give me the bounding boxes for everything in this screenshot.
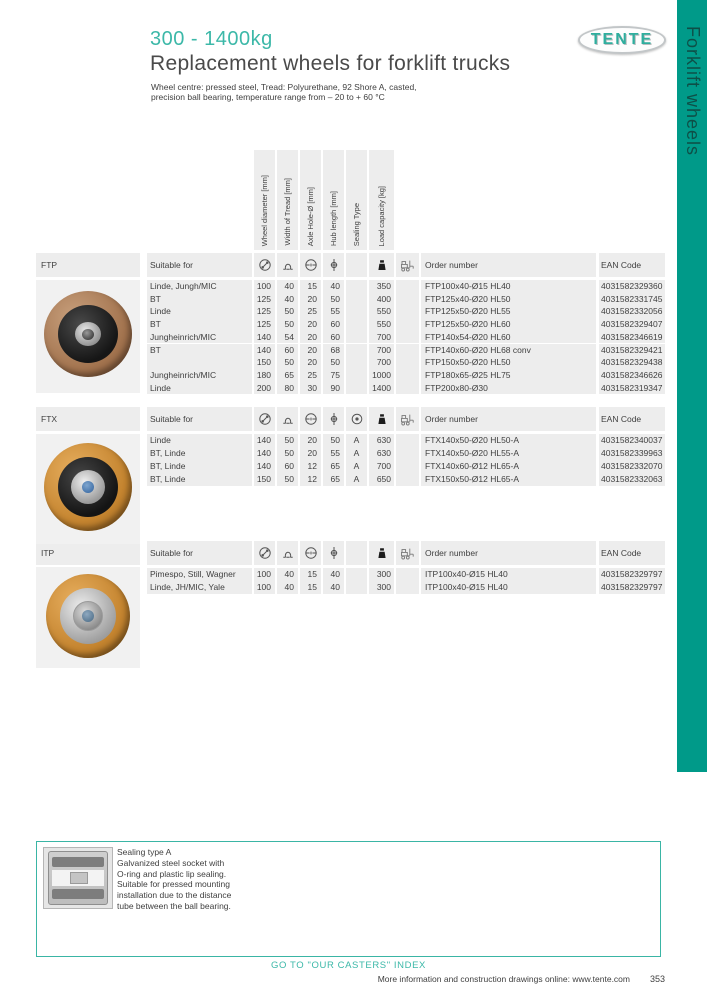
forklift-column-cell — [396, 568, 419, 581]
axle-hole-value: 12 — [300, 473, 321, 486]
sealing-type-value — [346, 318, 367, 331]
load-capacity-value: 400 — [369, 293, 394, 306]
sealing-type-value — [346, 293, 367, 306]
forklift-icon — [396, 541, 419, 565]
hub-length-icon — [323, 407, 344, 431]
tread-width-value: 50 — [277, 447, 298, 460]
load-capacity-value: 350 — [369, 280, 394, 293]
wheel-diameter-value: 140 — [254, 447, 275, 460]
tread-width-icon — [277, 407, 298, 431]
column-header-label: Wheel diameter [mm] — [260, 174, 269, 246]
wheel-diameter-value: 140 — [254, 344, 275, 357]
axle-hole-value: 12 — [300, 460, 321, 473]
tread-width-value: 40 — [277, 280, 298, 293]
table-row — [147, 293, 665, 306]
subtitle-line-1: Wheel centre: pressed steel, Tread: Polyurethane, 92 Shore A, casted, — [151, 82, 417, 92]
suitable-for-value: Linde — [147, 434, 252, 447]
table-row — [147, 473, 665, 486]
column-header-strip — [254, 150, 275, 250]
load-capacity-icon — [369, 253, 394, 277]
wheel-diameter-value: 125 — [254, 305, 275, 318]
sealing-type-value — [346, 382, 367, 395]
ftp-wheel-axle — [82, 329, 94, 340]
axle-hole-value: 20 — [300, 331, 321, 344]
ean-code-value: 4031582329407 — [599, 318, 665, 331]
forklift-column-cell — [396, 473, 419, 486]
order-number-header: Order number — [421, 253, 596, 277]
suitable-for-value: Jungheinrich/MIC — [147, 331, 252, 344]
suitable-for-value: Linde, JH/MIC, Yale — [147, 581, 252, 594]
page-number: 353 — [649, 974, 665, 984]
sealing-type-value — [346, 280, 367, 293]
page-subtitle — [151, 82, 417, 102]
axle-hole-icon — [300, 541, 321, 565]
suitable-for-value: Linde — [147, 382, 252, 395]
sealing-type-value — [346, 305, 367, 318]
table-row — [147, 356, 665, 369]
order-number-header: Order number — [421, 407, 596, 431]
sealing-type-value: A — [346, 460, 367, 473]
section-header-ftp — [36, 253, 665, 277]
capacity-range-heading: 300 - 1400kg — [150, 28, 273, 50]
sealing-photo-band-bottom — [52, 889, 104, 899]
order-number-value: FTX140x50-Ø20 HL50-A — [421, 434, 596, 447]
order-number-value: ITP100x40-Ø15 HL40 — [421, 581, 596, 594]
hub-length-value: 60 — [323, 318, 344, 331]
ean-code-value: 4031582332070 — [599, 460, 665, 473]
ean-code-value: 4031582331745 — [599, 293, 665, 306]
order-number-value: FTP100x40-Ø15 HL40 — [421, 280, 596, 293]
hub-length-value: 65 — [323, 473, 344, 486]
hub-length-value: 90 — [323, 382, 344, 395]
wheel-diameter-icon — [254, 541, 275, 565]
forklift-column-cell — [396, 356, 419, 369]
sealing-photo-band-top — [52, 857, 104, 867]
tente-logo — [578, 26, 666, 54]
ftx-wheel-axle — [82, 481, 94, 493]
ean-code-value: 4031582339963 — [599, 447, 665, 460]
ftp-wheel-photo — [36, 280, 140, 393]
suitable-for-value: Jungheinrich/MIC — [147, 369, 252, 382]
section-header-ftx — [36, 407, 665, 431]
ean-code-value: 4031582319347 — [599, 382, 665, 395]
forklift-column-cell — [396, 318, 419, 331]
tente-logo-text: TENTE — [590, 31, 654, 48]
ean-code-value: 4031582346626 — [599, 369, 665, 382]
ean-code-value: 4031582329360 — [599, 280, 665, 293]
subtitle-line-2: precision ball bearing, temperature range from – 20 to + 60 °C — [151, 92, 385, 102]
wheel-diameter-value: 140 — [254, 434, 275, 447]
wheel-diameter-value: 125 — [254, 293, 275, 306]
axle-hole-icon — [300, 407, 321, 431]
sidebar-tab-label: Forklift wheels — [683, 26, 703, 157]
forklift-column-cell — [396, 581, 419, 594]
load-capacity-value: 550 — [369, 305, 394, 318]
sealing-note-body: Galvanized steel socket with O-ring and plastic lip sealing. Suitable for pressed mounting installation due to the distance tube between the ball bearing. — [117, 857, 232, 911]
wheel-diameter-value: 140 — [254, 331, 275, 344]
table-row — [147, 434, 665, 447]
load-capacity-value: 550 — [369, 318, 394, 331]
suitable-for-value: BT — [147, 293, 252, 306]
load-capacity-icon — [369, 407, 394, 431]
column-header-label: Hub length [mm] — [329, 190, 338, 246]
order-number-value: FTP125x50-Ø20 HL55 — [421, 305, 596, 318]
footer-info: More information and construction drawings online: www.tente.com — [377, 974, 630, 984]
section-code: FTP — [36, 253, 140, 277]
axle-hole-value: 15 — [300, 280, 321, 293]
hub-length-value: 50 — [323, 434, 344, 447]
load-capacity-value: 300 — [369, 568, 394, 581]
order-number-header: Order number — [421, 541, 596, 565]
suitable-for-value: BT — [147, 318, 252, 331]
tread-width-value: 50 — [277, 434, 298, 447]
forklift-column-cell — [396, 305, 419, 318]
table-row — [147, 369, 665, 382]
table-row — [147, 318, 665, 331]
ean-code-value: 4031582329421 — [599, 344, 665, 357]
ean-code-value: 4031582332063 — [599, 473, 665, 486]
suitable-for-value: Linde, Jungh/MIC — [147, 280, 252, 293]
sealing-photo-distance-tube — [70, 872, 88, 884]
hub-length-value: 60 — [323, 331, 344, 344]
forklift-icon — [396, 253, 419, 277]
sealing-type-value: A — [346, 434, 367, 447]
forklift-column-cell — [396, 293, 419, 306]
sidebar-tab-forklift-wheels — [677, 0, 707, 772]
load-capacity-value: 630 — [369, 447, 394, 460]
wheel-diameter-value: 100 — [254, 280, 275, 293]
axle-hole-value: 20 — [300, 344, 321, 357]
wheel-diameter-value: 200 — [254, 382, 275, 395]
load-capacity-value: 1400 — [369, 382, 394, 395]
itp-wheel-photo — [36, 567, 140, 668]
sealing-type-value — [346, 331, 367, 344]
ean-code-value: 4031582332056 — [599, 305, 665, 318]
section-code: ITP — [36, 541, 140, 565]
itp-wheel-axle — [82, 610, 94, 622]
forklift-column-cell — [396, 447, 419, 460]
tread-width-icon — [277, 253, 298, 277]
ean-code-value: 4031582329797 — [599, 581, 665, 594]
hub-length-value: 40 — [323, 581, 344, 594]
axle-hole-value: 15 — [300, 581, 321, 594]
ean-code-header: EAN Code — [599, 541, 665, 565]
order-number-value: FTP140x60-Ø20 HL68 conv — [421, 344, 596, 357]
ean-code-value: 4031582329797 — [599, 568, 665, 581]
table-row — [147, 460, 665, 473]
load-capacity-value: 300 — [369, 581, 394, 594]
wheel-diameter-icon — [254, 253, 275, 277]
section-header-itp — [36, 541, 665, 565]
load-capacity-value: 630 — [369, 434, 394, 447]
hub-length-value: 65 — [323, 460, 344, 473]
order-number-value: FTP200x80-Ø30 — [421, 382, 596, 395]
axle-hole-icon — [300, 253, 321, 277]
order-number-value: FTP180x65-Ø25 HL75 — [421, 369, 596, 382]
table-row — [147, 331, 665, 344]
axle-hole-value: 20 — [300, 356, 321, 369]
tread-width-value: 40 — [277, 581, 298, 594]
column-header-label: Load capacity [kg] — [377, 185, 386, 246]
sealing-type-value: A — [346, 473, 367, 486]
forklift-column-cell — [396, 382, 419, 395]
table-row — [147, 568, 665, 581]
wheel-diameter-value: 180 — [254, 369, 275, 382]
suitable-for-value: BT, Linde — [147, 473, 252, 486]
wheel-diameter-value: 150 — [254, 473, 275, 486]
column-header-strip — [277, 150, 298, 250]
column-header-label: Width of Tread [mm] — [283, 178, 292, 246]
sealing-type-value: A — [346, 447, 367, 460]
order-number-value: FTP150x50-Ø20 HL50 — [421, 356, 596, 369]
forklift-column-cell — [396, 344, 419, 357]
table-row — [147, 447, 665, 460]
load-capacity-value: 1000 — [369, 369, 394, 382]
order-number-value: FTX140x60-Ø12 HL65-A — [421, 460, 596, 473]
load-capacity-icon — [369, 541, 394, 565]
suitable-for-value: BT, Linde — [147, 447, 252, 460]
sealing-type-a-photo — [43, 847, 113, 909]
axle-hole-value: 30 — [300, 382, 321, 395]
axle-hole-value: 15 — [300, 568, 321, 581]
load-capacity-value: 700 — [369, 460, 394, 473]
ean-code-header: EAN Code — [599, 253, 665, 277]
axle-hole-value: 20 — [300, 447, 321, 460]
hub-length-value: 55 — [323, 447, 344, 460]
forklift-column-cell — [396, 331, 419, 344]
column-header-label: Axle Hole-Ø [mm] — [306, 186, 315, 246]
suitable-for-header: Suitable for — [147, 253, 252, 277]
tread-width-value: 50 — [277, 305, 298, 318]
forklift-column-cell — [396, 280, 419, 293]
order-number-value: FTX150x50-Ø12 HL65-A — [421, 473, 596, 486]
wheel-diameter-icon — [254, 407, 275, 431]
axle-hole-value: 20 — [300, 293, 321, 306]
go-to-casters-index-link[interactable]: GO TO "OUR CASTERS" INDEX — [271, 960, 426, 971]
tread-width-value: 80 — [277, 382, 298, 395]
tread-width-value: 40 — [277, 568, 298, 581]
sealing-type-icon — [346, 407, 367, 431]
order-number-value: FTP125x40-Ø20 HL50 — [421, 293, 596, 306]
table-row — [147, 280, 665, 293]
order-number-value: ITP100x40-Ø15 HL40 — [421, 568, 596, 581]
order-number-value: FTX140x50-Ø20 HL55-A — [421, 447, 596, 460]
ean-code-value: 4031582329438 — [599, 356, 665, 369]
wheel-diameter-value: 100 — [254, 581, 275, 594]
ean-code-value: 4031582340037 — [599, 434, 665, 447]
empty-column-cell — [346, 541, 367, 565]
ean-code-value: 4031582346619 — [599, 331, 665, 344]
forklift-column-cell — [396, 369, 419, 382]
section-code: FTX — [36, 407, 140, 431]
forklift-icon — [396, 407, 419, 431]
hub-length-value: 40 — [323, 280, 344, 293]
column-header-strip — [369, 150, 394, 250]
sealing-note-text — [117, 847, 235, 912]
column-header-strip — [346, 150, 367, 250]
tread-width-value: 60 — [277, 460, 298, 473]
table-row — [147, 305, 665, 318]
column-header-strip — [300, 150, 321, 250]
axle-hole-value: 25 — [300, 369, 321, 382]
sealing-type-value — [346, 369, 367, 382]
hub-length-value: 55 — [323, 305, 344, 318]
sealing-note-box — [36, 841, 661, 957]
order-number-value: FTP125x50-Ø20 HL60 — [421, 318, 596, 331]
empty-column-cell — [346, 253, 367, 277]
sealing-type-value — [346, 344, 367, 357]
suitable-for-value: BT, Linde — [147, 460, 252, 473]
suitable-for-value: BT — [147, 344, 252, 357]
sealing-type-value — [346, 568, 367, 581]
hub-length-icon — [323, 253, 344, 277]
suitable-for-value: Linde — [147, 305, 252, 318]
axle-hole-value: 20 — [300, 318, 321, 331]
page-title: Replacement wheels for forklift trucks — [150, 52, 511, 75]
sealing-type-value — [346, 581, 367, 594]
order-number-value: FTP140x54-Ø20 HL60 — [421, 331, 596, 344]
tread-width-value: 40 — [277, 293, 298, 306]
suitable-for-value: Pimespo, Still, Wagner — [147, 568, 252, 581]
tread-width-value: 60 — [277, 344, 298, 357]
wheel-diameter-value: 125 — [254, 318, 275, 331]
sealing-note-title: Sealing type A — [117, 847, 172, 857]
tread-width-value: 54 — [277, 331, 298, 344]
wheel-diameter-value: 100 — [254, 568, 275, 581]
load-capacity-value: 700 — [369, 344, 394, 357]
suitable-for-header: Suitable for — [147, 407, 252, 431]
tread-width-value: 65 — [277, 369, 298, 382]
suitable-for-header: Suitable for — [147, 541, 252, 565]
hub-length-value: 50 — [323, 293, 344, 306]
forklift-column-cell — [396, 460, 419, 473]
hub-length-value: 50 — [323, 356, 344, 369]
forklift-column-cell — [396, 434, 419, 447]
tread-width-icon — [277, 541, 298, 565]
table-row — [147, 581, 665, 594]
load-capacity-value: 700 — [369, 331, 394, 344]
hub-length-value: 75 — [323, 369, 344, 382]
ftx-wheel-photo — [36, 434, 140, 544]
tread-width-value: 50 — [277, 318, 298, 331]
ean-code-header: EAN Code — [599, 407, 665, 431]
wheel-diameter-value: 140 — [254, 460, 275, 473]
load-capacity-value: 700 — [369, 356, 394, 369]
tread-width-value: 50 — [277, 473, 298, 486]
column-header-strip — [323, 150, 344, 250]
column-header-label: Sealing Type — [352, 202, 361, 246]
axle-hole-value: 25 — [300, 305, 321, 318]
sealing-type-value — [346, 356, 367, 369]
table-row — [147, 382, 665, 395]
table-row — [147, 344, 665, 357]
wheel-diameter-value: 150 — [254, 356, 275, 369]
hub-length-value: 40 — [323, 568, 344, 581]
axle-hole-value: 20 — [300, 434, 321, 447]
suitable-for-value — [147, 356, 252, 369]
hub-length-value: 68 — [323, 344, 344, 357]
tread-width-value: 50 — [277, 356, 298, 369]
hub-length-icon — [323, 541, 344, 565]
load-capacity-value: 650 — [369, 473, 394, 486]
